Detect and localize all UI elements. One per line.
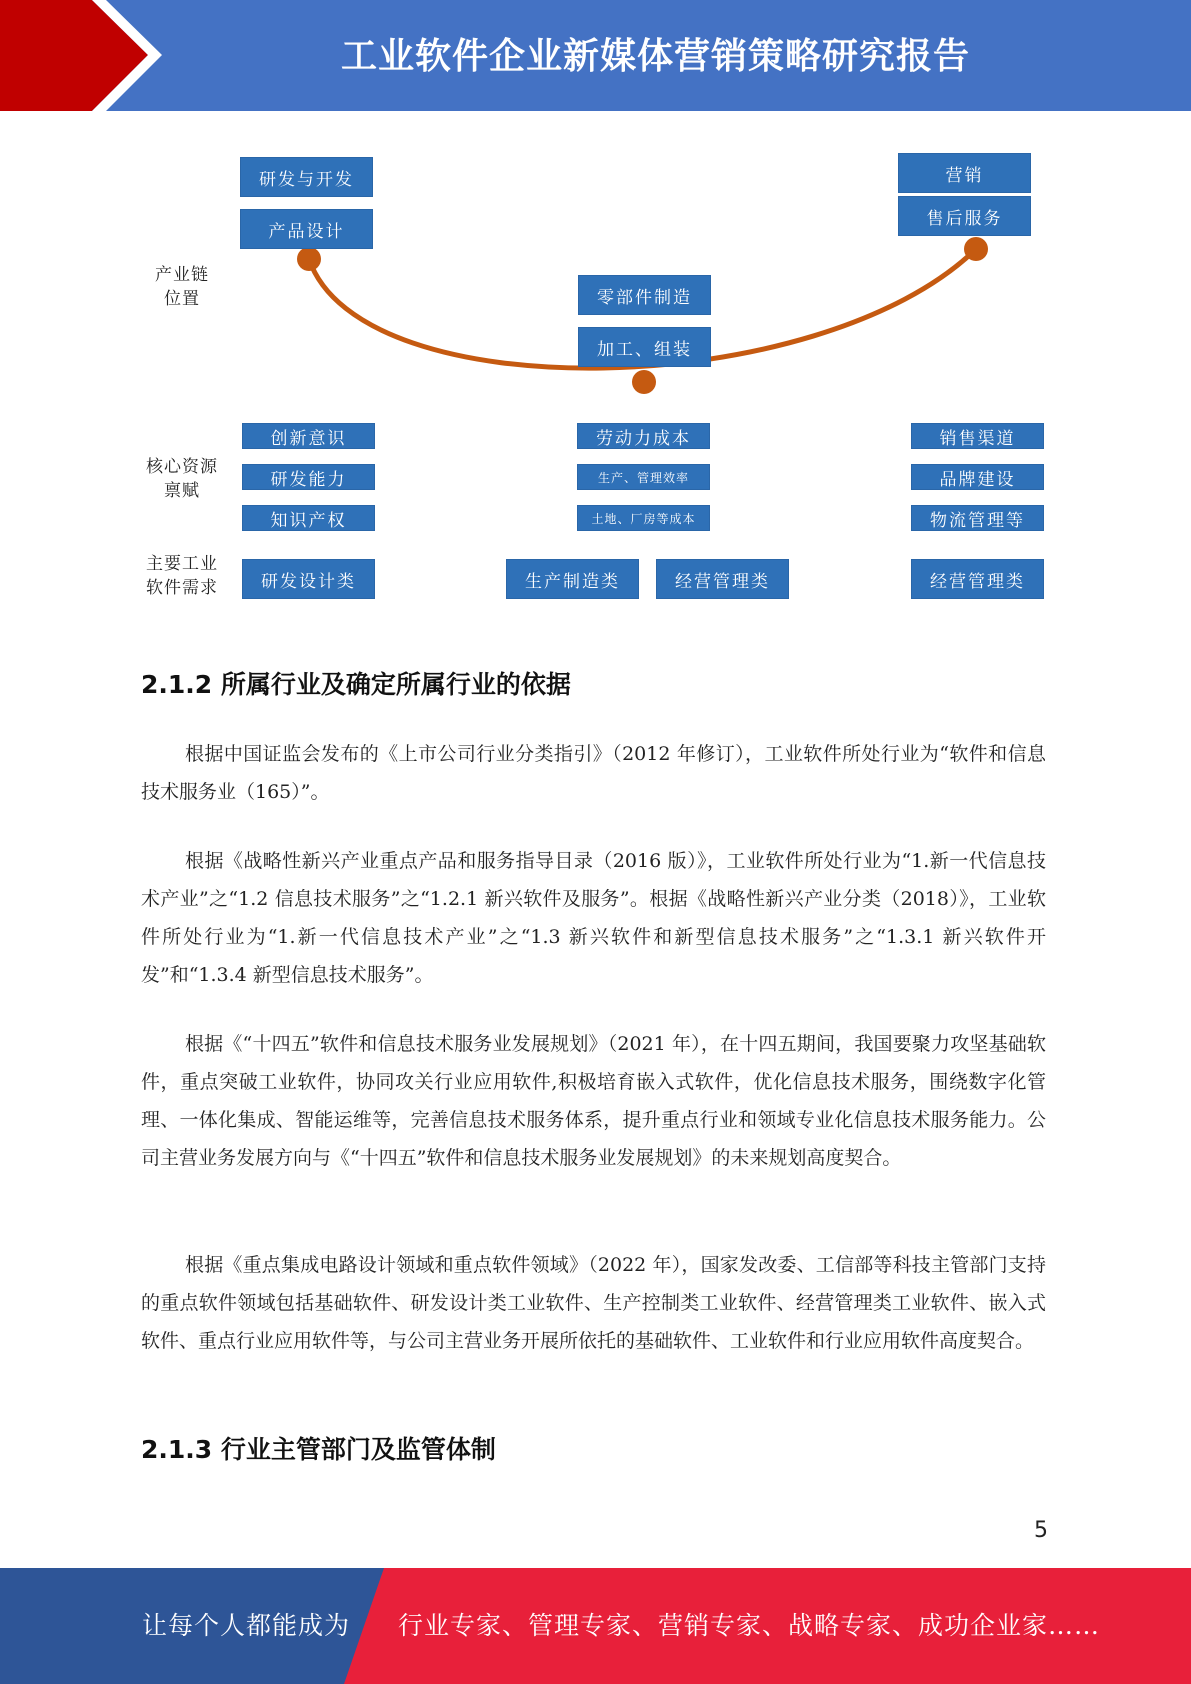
- page-footer: [0, 1568, 1191, 1684]
- box-software-rd: 研发设计类: [242, 559, 375, 599]
- box-rd-capability: 研发能力: [242, 464, 375, 490]
- box-marketing: 营销: [898, 153, 1031, 193]
- section-heading-213: 2.1.3 行业主管部门及监管体制: [141, 1435, 496, 1464]
- section-heading-212: 2.1.2 所属行业及确定所属行业的依据: [141, 670, 571, 699]
- box-software-management-mid: 经营管理类: [656, 559, 789, 599]
- box-rd: 研发与开发: [240, 157, 373, 197]
- box-parts-manufacturing: 零部件制造: [578, 275, 711, 315]
- box-innovation: 创新意识: [242, 423, 375, 449]
- row-label-line: 产业链: [155, 265, 209, 285]
- box-product-design: 产品设计: [240, 209, 373, 249]
- curve-point-middle: [632, 370, 656, 394]
- paragraph: 根据《战略性新兴产业重点产品和服务指导目录（2016 版）》，工业软件所处行业为“1.新一代信息技术产业”之“1.2 信息技术服务”之“1.2.1 新兴软件及服务”。根据《战略性新兴产业分类（2018）》，工业软件所处行业为“1.新一代信息技术产业”之“1.3 新兴软件和新型信息技术服务”之“1.3.1 新兴软件开发”和“1.3.4 新型信息技术服务”。: [141, 850, 1046, 986]
- row-label-line: 核心资源: [146, 457, 218, 477]
- row-label-position: [150, 263, 214, 311]
- row-label-line: 软件需求: [146, 578, 218, 598]
- paragraph: 根据中国证监会发布的《上市公司行业分类指引》（2012 年修订），工业软件所处行业为“软件和信息技术服务业（165）”。: [141, 743, 1046, 803]
- report-title: 工业软件企业新媒体营销策略研究报告: [340, 36, 970, 77]
- footer-slogan-right: 行业专家、管理专家、营销专家、战略专家、成功企业家……: [398, 1611, 1101, 1640]
- row-label-line: 位置: [164, 289, 200, 309]
- box-labor-cost: 劳动力成本: [577, 423, 710, 449]
- page-number: 5: [1034, 1518, 1048, 1543]
- box-brand: 品牌建设: [911, 464, 1044, 490]
- row-label-resources: [138, 455, 226, 503]
- curve-point-right: [964, 237, 988, 261]
- smile-curve-diagram: [0, 111, 1191, 631]
- box-sales-channel: 销售渠道: [911, 423, 1044, 449]
- box-logistics: 物流管理等: [911, 505, 1044, 531]
- row-label-line: 主要工业: [146, 554, 218, 574]
- row-label-line: 禀赋: [164, 481, 200, 501]
- page-header: [0, 0, 1191, 111]
- box-after-sales: 售后服务: [898, 196, 1031, 236]
- footer-slogan-left: 让每个人都能成为: [142, 1611, 351, 1640]
- box-efficiency: 生产、管理效率: [577, 464, 710, 490]
- box-ip: 知识产权: [242, 505, 375, 531]
- box-assembly: 加工、组装: [578, 327, 711, 367]
- curve-point-left: [297, 247, 321, 271]
- box-software-management-right: 经营管理类: [911, 559, 1044, 599]
- box-software-production: 生产制造类: [506, 559, 639, 599]
- paragraph: 根据《重点集成电路设计领域和重点软件领域》（2022 年），国家发改委、工信部等科技主管部门支持的重点软件领域包括基础软件、研发设计类工业软件、生产控制类工业软件、经营管理类工业软件、嵌入式软件、重点行业应用软件等，与公司主营业务开展所依托的基础软件、工业软件和行业应用软件高度契合。: [141, 1254, 1046, 1352]
- row-label-software: [138, 552, 226, 600]
- box-land-cost: 土地、厂房等成本: [577, 505, 710, 531]
- paragraph: 根据《“十四五”软件和信息技术服务业发展规划》（2021 年），在十四五期间，我国要聚力攻坚基础软件，重点突破工业软件，协同攻关行业应用软件,积极培育嵌入式软件，优化信息技术服务，围绕数字化管理、一体化集成、智能运维等，完善信息技术服务体系，提升重点行业和领域专业化信息技术服务能力。公司主营业务发展方向与《“十四五”软件和信息技术服务业发展规划》的未来规划高度契合。: [141, 1033, 1046, 1169]
